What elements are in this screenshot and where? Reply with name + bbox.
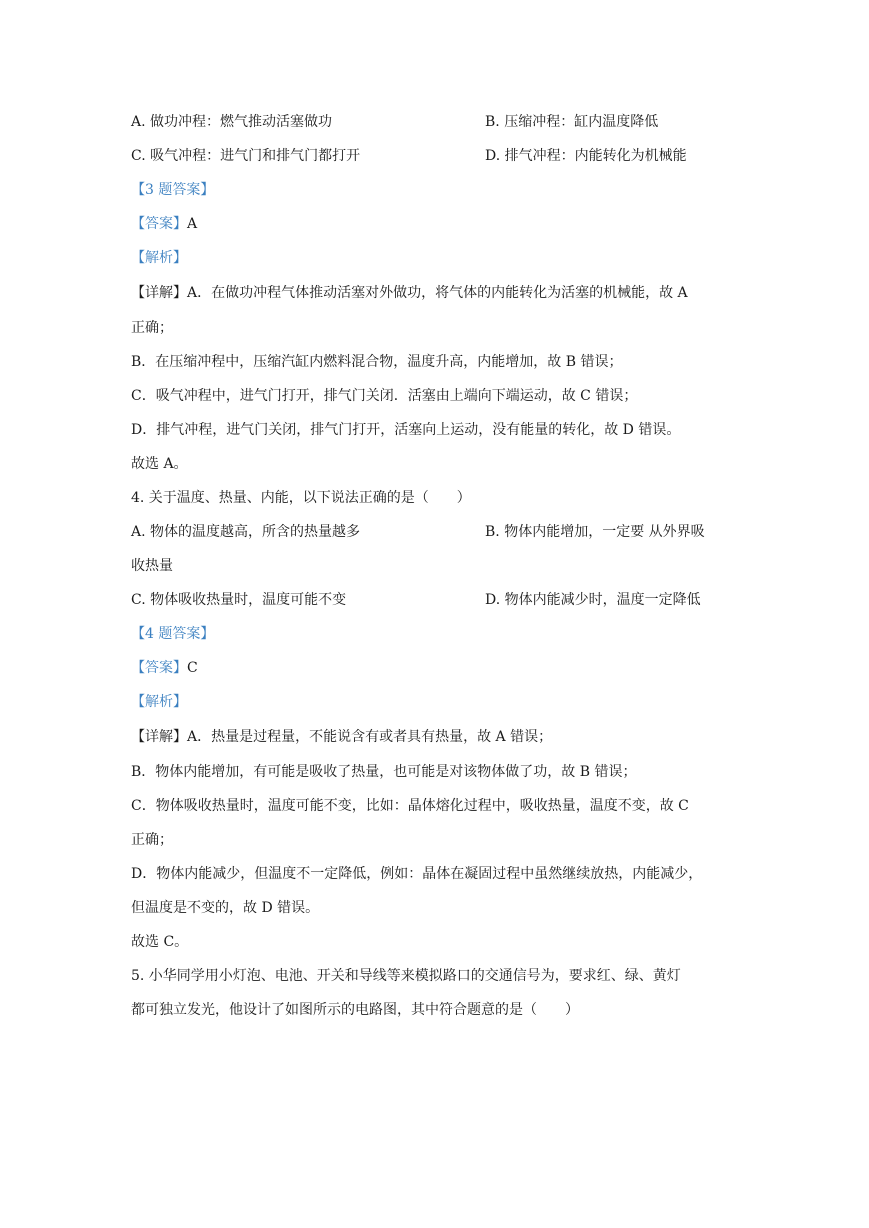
q4-stem: 4. 关于温度、热量、内能，以下说法正确的是（ ） [131,490,471,506]
answer-label: 【答案】 [131,660,187,676]
q3-option-b: B. 压缩冲程：缸内温度降低 [485,114,659,130]
detail-text: A．在做功冲程气体推动活塞对外做功，将气体的内能转化为活塞的机械能，故 A [187,285,688,301]
q3-analysis-label: 【解析】 [131,250,187,266]
q5-stem-line: 都可独立发光，他设计了如图所示的电路图，其中符合题意的是（ ） [131,1002,579,1018]
q3-detail-line: 正确； [131,320,173,336]
q4-option-b: B. 物体内能增加，一定要 从外界吸 [485,524,705,540]
detail-label: 【详解】 [131,285,187,301]
q4-answer [131,658,198,678]
q4-detail-line [131,727,552,747]
q3-option-c: C. 吸气冲程：进气门和排气门都打开 [131,148,361,164]
q4-detail-line: B．物体内能增加，有可能是吸收了热量，也可能是对该物体做了功，故 B 错误； [131,764,637,780]
q4-answer-header: 【4 题答案】 [131,626,215,642]
q4-conclusion: 故选 C。 [131,934,189,950]
q3-detail-line: C．吸气冲程中，进气门打开，排气门关闭．活塞由上端向下端运动，故 C 错误； [131,388,638,404]
q4-option-a: A. 物体的温度越高，所含的热量越多 [131,524,361,540]
q3-detail-line [131,283,688,303]
q3-conclusion: 故选 A。 [131,456,188,472]
q3-option-d: D. 排气冲程：内能转化为机械能 [485,148,687,164]
q3-detail-line: B．在压缩冲程中，压缩汽缸内燃料混合物，温度升高，内能增加，故 B 错误； [131,354,623,370]
q4-detail-line: D．物体内能减少，但温度不一定降低，例如：晶体在凝固过程中虽然继续放热，内能减少， [131,866,703,882]
detail-label: 【详解】 [131,729,187,745]
answer-value: C [187,660,198,676]
q4-detail-line: 但温度是不变的，故 D 错误。 [131,900,320,916]
answer-value: A [187,216,198,232]
q4-detail-line: C．物体吸收热量时，温度可能不变，比如：晶体熔化过程中，吸收热量，温度不变，故 C [131,798,689,814]
q3-answer-header: 【3 题答案】 [131,182,215,198]
q4-option-c: C. 物体吸收热量时，温度可能不变 [131,592,347,608]
q5-stem-line: 5. 小华同学用小灯泡、电池、开关和导线等来模拟路口的交通信号为，要求红、绿、黄灯 [131,968,681,984]
q3-answer [131,214,197,234]
q4-detail-line: 正确； [131,832,173,848]
q4-option-d: D. 物体内能减少时，温度一定降低 [485,592,701,608]
q4-option-b-continued: 收热量 [131,558,173,574]
q3-detail-line: D．排气冲程，进气门关闭，排气门打开，活塞向上运动，没有能量的转化，故 D 错误。 [131,422,681,438]
q4-analysis-label: 【解析】 [131,694,187,710]
answer-label: 【答案】 [131,216,187,232]
detail-text: A．热量是过程量，不能说含有或者具有热量，故 A 错误； [187,729,553,745]
q3-option-a: A. 做功冲程：燃气推动活塞做功 [131,114,333,130]
